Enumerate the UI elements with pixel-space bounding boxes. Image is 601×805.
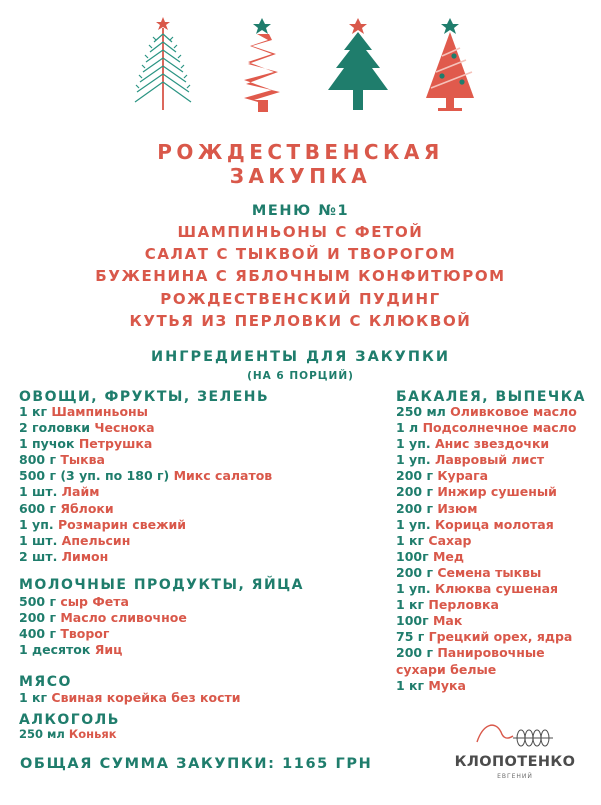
item-name: Анис звездочки	[434, 436, 550, 452]
item-name: Семена тыквы	[437, 564, 542, 580]
meat-list	[19, 690, 241, 706]
item-name: Лайм	[61, 484, 100, 500]
item-quantity: 500 г (3 уп. по 180 г)	[19, 468, 174, 484]
list-item	[19, 626, 187, 642]
item-name: Инжир сушеный	[437, 484, 557, 500]
page-title-line2: ЗАКУПКА	[229, 164, 372, 188]
item-quantity: 1 уп.	[396, 452, 435, 468]
list-item	[396, 468, 577, 484]
list-item	[396, 484, 577, 500]
item-quantity: 200 г	[396, 484, 438, 500]
item-name: Петрушка	[78, 436, 153, 452]
list-item	[396, 565, 577, 581]
list-item	[396, 645, 577, 661]
logo-brand-text: КЛОПОТЕНКО	[454, 754, 576, 770]
list-item	[396, 452, 577, 468]
item-name: Яблоки	[60, 500, 114, 516]
section-title-alcohol: АЛКОГОЛЬ	[19, 712, 120, 728]
striped-tree-icon	[422, 16, 478, 112]
item-quantity: 250 мл	[19, 727, 69, 741]
item-quantity: 200 г	[396, 564, 438, 580]
section-title-dairy: МОЛОЧНЫЕ ПРОДУКТЫ, ЯЙЦА	[19, 577, 304, 593]
list-item	[396, 420, 577, 436]
item-quantity: 1 уп.	[19, 516, 58, 532]
item-quantity: 75 г	[396, 629, 429, 645]
item-quantity: 1 кг	[396, 677, 429, 693]
dairy-list	[19, 594, 187, 658]
item-quantity: 200 г	[396, 468, 438, 484]
item-name: Творог	[60, 626, 110, 642]
whisk-logo-icon	[473, 716, 557, 752]
vegetables-list	[19, 404, 272, 565]
item-name: Оливковое масло	[450, 404, 577, 419]
section-title-vegetables: ОВОЩИ, ФРУКТЫ, ЗЕЛЕНЬ	[19, 389, 270, 405]
list-item	[396, 436, 577, 452]
page-title-line1: РОЖДЕСТВЕНСКАЯ	[157, 140, 444, 164]
list-item	[396, 597, 577, 613]
list-item	[396, 581, 577, 597]
list-item	[19, 484, 272, 500]
item-name: Апельсин	[61, 532, 131, 548]
item-quantity: 1 кг	[19, 404, 52, 419]
list-item	[19, 549, 272, 565]
item-name: Перловка	[428, 597, 499, 613]
list-item	[396, 533, 577, 549]
portions-note: (НА 6 ПОРЦИЙ)	[247, 370, 354, 382]
item-quantity: 100г	[396, 548, 433, 564]
item-name: Сахар	[428, 532, 472, 548]
list-item	[19, 642, 187, 658]
item-quantity: 400 г	[19, 626, 61, 642]
item-name: Мед	[432, 548, 464, 564]
item-quantity: 1 кг	[396, 532, 429, 548]
item-quantity: 800 г	[19, 452, 61, 468]
item-quantity: 1 пучок	[19, 436, 79, 452]
item-name: Шампиньоны	[51, 404, 148, 419]
item-name: Коньяк	[68, 727, 117, 741]
menu-heading: МЕНЮ №1	[251, 203, 350, 219]
alcohol-list	[19, 726, 117, 742]
item-name: Яиц	[94, 642, 123, 658]
item-quantity: 250 мл	[396, 404, 451, 419]
item-quantity: 1 кг	[19, 690, 52, 705]
fir-branch-tree-icon	[130, 16, 196, 112]
item-name: сухари белые	[396, 661, 497, 677]
item-name: Лавровый лист	[434, 452, 545, 468]
list-item	[19, 501, 272, 517]
list-item	[396, 501, 577, 517]
item-quantity: 2 головки	[19, 420, 95, 436]
menu-dish: РОЖДЕСТВЕНСКИЙ ПУДИНГ	[160, 290, 441, 308]
item-name: Корица молотая	[434, 516, 554, 532]
list-item	[396, 662, 577, 678]
grocery-list	[396, 404, 577, 694]
menu-dish: БУЖЕНИНА С ЯБЛОЧНЫМ КОНФИТЮРОМ	[95, 267, 506, 285]
menu-dish: КУТЬЯ ИЗ ПЕРЛОВКИ С КЛЮКВОЙ	[129, 312, 472, 330]
item-name: Лимон	[61, 548, 109, 564]
item-quantity: 1 уп.	[396, 581, 435, 597]
logo-sub-text: ЕВГЕНИЙ	[497, 773, 533, 780]
item-name: Изюм	[437, 500, 478, 516]
ribbon-tree-icon	[238, 16, 286, 112]
list-item	[19, 420, 272, 436]
item-quantity: 200 г	[396, 645, 438, 661]
item-name: Свиная корейка без кости	[51, 690, 241, 705]
item-quantity: 100г	[396, 613, 433, 629]
item-quantity: 500 г	[19, 594, 61, 609]
item-quantity: 2 шт.	[19, 548, 62, 564]
list-item	[396, 404, 577, 420]
list-item	[19, 452, 272, 468]
item-quantity: 1 шт.	[19, 484, 62, 500]
item-name: Мука	[428, 677, 466, 693]
brand-logo	[445, 716, 585, 786]
list-item	[19, 468, 272, 484]
list-item	[19, 533, 272, 549]
item-quantity: 600 г	[19, 500, 61, 516]
list-item	[396, 629, 577, 645]
list-item	[19, 594, 187, 610]
list-item	[19, 404, 272, 420]
list-item	[19, 436, 272, 452]
list-item	[396, 678, 577, 694]
item-name: Подсолнечное масло	[422, 420, 577, 436]
item-name: Клюква сушеная	[434, 581, 559, 597]
item-name: Чеснока	[94, 420, 155, 436]
item-quantity: 1 уп.	[396, 436, 435, 452]
item-name: Панировочные	[437, 645, 545, 661]
ingredients-heading: ИНГРЕДИЕНТЫ ДЛЯ ЗАКУПКИ	[151, 349, 450, 365]
item-quantity: 1 шт.	[19, 532, 62, 548]
teal-tree-icon	[322, 16, 394, 112]
item-name: Тыква	[60, 452, 105, 468]
list-item	[19, 690, 241, 706]
item-quantity: 1 л	[396, 420, 423, 436]
menu-dish: ШАМПИНЬОНЫ С ФЕТОЙ	[177, 223, 424, 241]
item-quantity: 200 г	[19, 610, 61, 626]
total-sum: ОБЩАЯ СУММА ЗАКУПКИ: 1165 ГРН	[20, 756, 373, 772]
list-item	[19, 610, 187, 626]
list-item	[396, 613, 577, 629]
item-name: Розмарин свежий	[57, 516, 187, 532]
list-item	[396, 549, 577, 565]
item-name: Микс салатов	[173, 468, 273, 484]
item-name: Грецкий орех, ядра	[428, 629, 573, 645]
item-quantity: 1 уп.	[396, 516, 435, 532]
menu-dish: САЛАТ С ТЫКВОЙ И ТВОРОГОМ	[144, 245, 457, 263]
list-item	[19, 726, 117, 742]
section-title-grocery: БАКАЛЕЯ, ВЫПЕЧКА	[396, 389, 586, 405]
tree-decorations	[0, 16, 601, 116]
list-item	[396, 517, 577, 533]
section-title-meat: МЯСО	[19, 674, 72, 690]
item-quantity: 200 г	[396, 500, 438, 516]
item-quantity: 1 кг	[396, 597, 429, 613]
item-name: Масло сливочное	[60, 610, 187, 626]
item-name: сыр Фета	[60, 594, 129, 609]
item-quantity: 1 десяток	[19, 642, 95, 658]
item-name: Мак	[432, 613, 463, 629]
item-name: Курага	[437, 468, 489, 484]
list-item	[19, 517, 272, 533]
